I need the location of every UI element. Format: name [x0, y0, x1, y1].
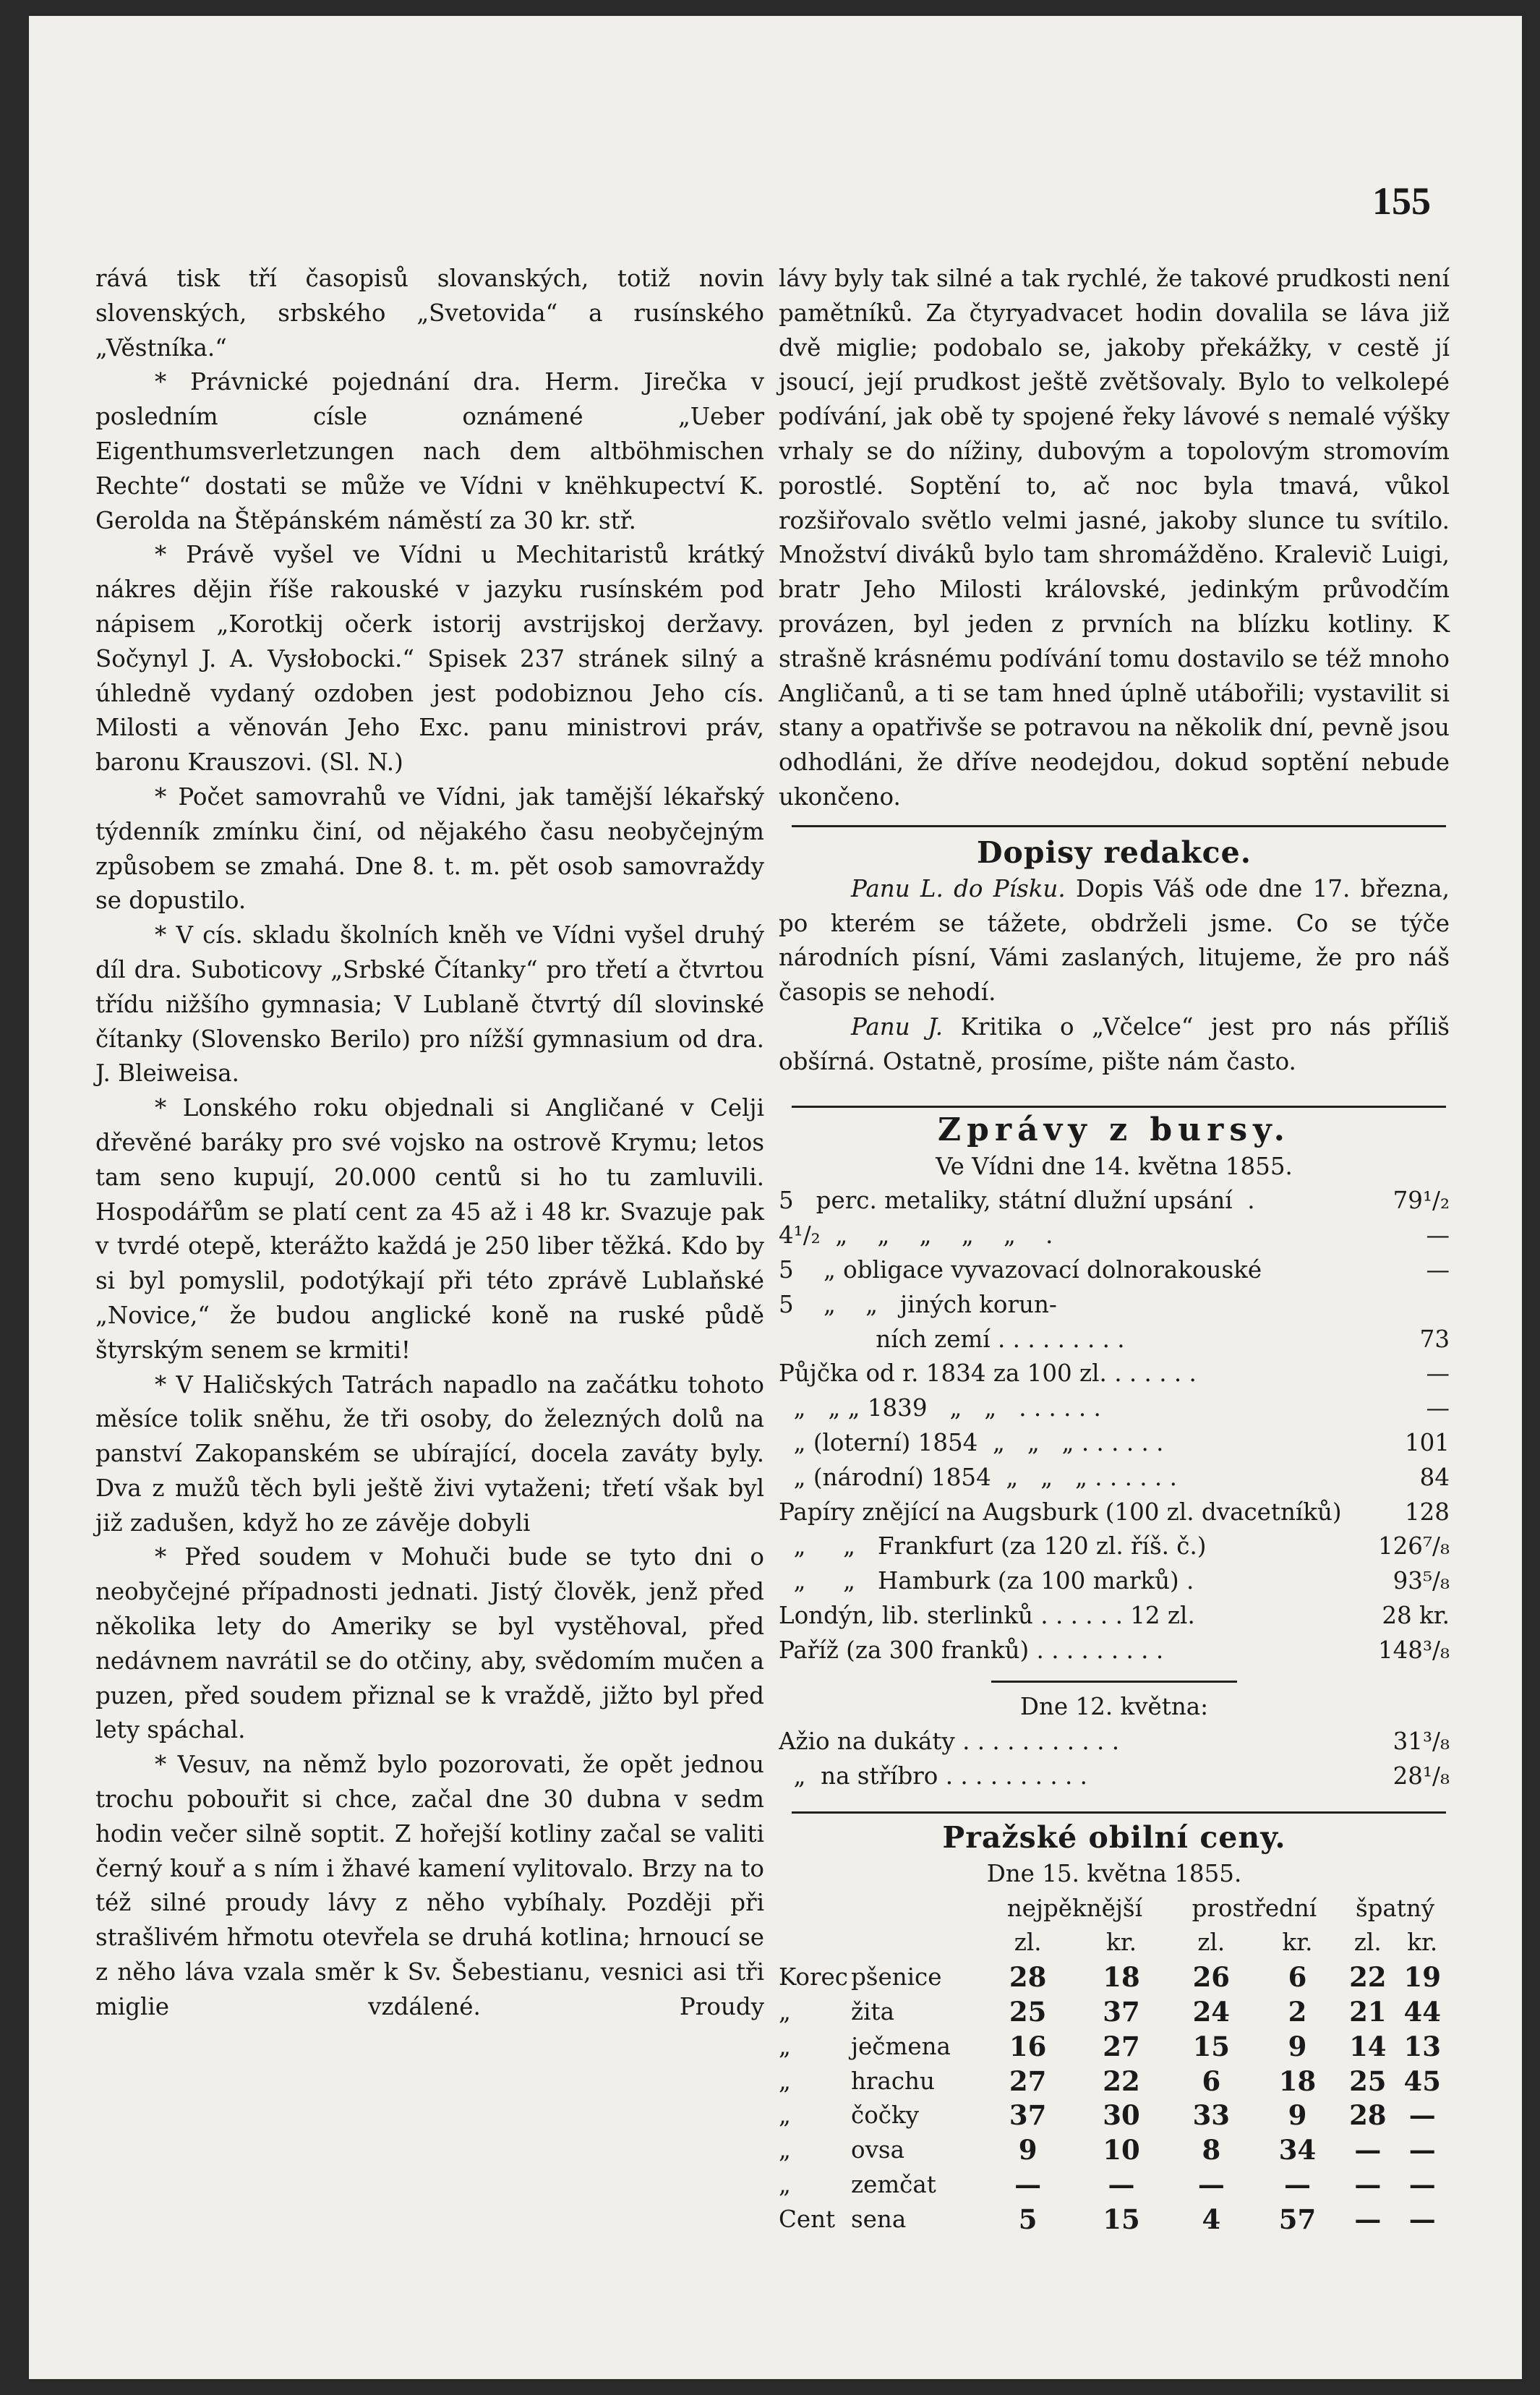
grain-price: 26	[1192, 1961, 1231, 1994]
bourse-value: 73	[1419, 1325, 1450, 1353]
bourse-label: Paříž (za 300 franků) . . . . . . . . .	[779, 1636, 1164, 1664]
grain-price: —	[1197, 2169, 1225, 2201]
grain-price: 8	[1202, 2134, 1221, 2166]
page-number: 155	[1372, 179, 1431, 223]
bourse-value: 28¹/₈	[1393, 1762, 1450, 1790]
grain-group-header: prostřední	[1192, 1894, 1317, 1922]
bourse-line	[779, 1391, 1450, 1426]
grain-price: —	[1354, 2169, 1382, 2201]
letter-addressee: Panu L. do Písku.	[851, 874, 1066, 902]
grain-price: 37	[1103, 1996, 1140, 2028]
grain-price: 22	[1103, 2065, 1140, 2097]
grain-section	[779, 1818, 1450, 2237]
grain-unit: kr.	[1106, 1929, 1137, 1957]
newspaper-page	[29, 16, 1522, 2379]
bourse-date2: Dne 12. května:	[1019, 1693, 1209, 1721]
bourse-line	[779, 1725, 1450, 1759]
grain-item: ovsa	[851, 2136, 904, 2164]
grain-unit: zl.	[1014, 1929, 1042, 1957]
grain-price: 57	[1278, 2203, 1317, 2235]
bourse-line	[779, 1357, 1450, 1391]
grain-price: 9	[1288, 2099, 1307, 2132]
bourse-line	[779, 1218, 1450, 1253]
grain-measure: „	[779, 2067, 791, 2095]
bourse-value	[1399, 1288, 1450, 1323]
grain-price: 9	[1288, 2030, 1307, 2062]
bourse-list	[779, 1184, 1450, 1668]
grain-measure: „	[779, 2032, 791, 2060]
grain-price: 16	[1009, 2030, 1047, 2062]
bourse-line	[779, 1184, 1450, 1218]
grain-header-units	[779, 1926, 1450, 1960]
grain-price: 25	[1009, 1996, 1047, 2028]
bourse-list-2	[779, 1725, 1450, 1794]
grain-price: 45	[1403, 2065, 1442, 2097]
grain-price: —	[1108, 2169, 1135, 2201]
news-item: rává tisk tří časopisů slovanských, totiž novin slovenských, srbského „Svetovida“ a rusínského „Věstníka.“	[95, 265, 764, 362]
grain-unit: zl.	[1353, 1929, 1382, 1957]
grain-measure: „	[779, 2101, 791, 2130]
bourse-value: 84	[1419, 1463, 1450, 1491]
bourse-line	[779, 1634, 1450, 1668]
grain-unit: kr.	[1407, 1929, 1438, 1957]
grain-header-groups	[779, 1892, 1450, 1926]
grain-price: —	[1408, 2169, 1436, 2201]
grain-price: —	[1284, 2169, 1311, 2201]
grain-price: 15	[1192, 2030, 1231, 2062]
bourse-section	[779, 1111, 1450, 1794]
grain-price: 22	[1349, 1961, 1387, 1994]
grain-row	[779, 2203, 1450, 2237]
bourse-value: —	[1426, 1394, 1450, 1422]
grain-row	[779, 1995, 1450, 2030]
grain-measure: „	[779, 1998, 791, 2026]
grain-date: Dne 15. května 1855.	[986, 1859, 1242, 1887]
bourse-label: „ (loterní) 1854 „ „ „ . . . . . .	[779, 1428, 1164, 1456]
grain-item: hrachu	[851, 2067, 935, 2095]
bourse-label: 5 perc. metaliky, státní dlužní upsání .	[779, 1187, 1255, 1215]
grain-price: 15	[1103, 2203, 1140, 2235]
grain-price: 27	[1103, 2030, 1140, 2062]
bourse-line	[779, 1461, 1450, 1495]
grain-group-header: špatný	[1355, 1894, 1435, 1922]
grain-row	[779, 2065, 1450, 2099]
section-divider	[792, 1106, 1446, 1108]
grain-item: pšenice	[851, 1963, 942, 1991]
bourse-label: Papíry znějící na Augsburk (100 zl. dvacetníků)	[779, 1498, 1342, 1526]
grain-item: zemčat	[851, 2171, 936, 2199]
grain-price: 33	[1192, 2099, 1231, 2132]
grain-price: 18	[1103, 1961, 1140, 1994]
bourse-value: —	[1426, 1221, 1450, 1250]
bourse-line	[779, 1759, 1450, 1794]
bourse-line	[779, 1564, 1450, 1599]
grain-price: —	[1354, 2203, 1382, 2235]
news-item: * Počet samovrahů ve Vídni, jak tamější lékařský týdenník zmínku činí, od nějakého času neobyčejným způsobem se zmahá. Dne 8. t. m. pět osob samovraždy se dopustilo.	[95, 782, 764, 915]
bourse-value: —	[1426, 1359, 1450, 1388]
grain-item: sena	[851, 2205, 907, 2233]
grain-price: 30	[1103, 2099, 1140, 2132]
grain-price: 9	[1018, 2134, 1038, 2166]
bourse-label: Londýn, lib. sterlinků . . . . . . 12 zl.	[779, 1601, 1195, 1629]
grain-price: 13	[1403, 2030, 1442, 2062]
grain-price: 5	[1018, 2203, 1038, 2235]
letters-section	[779, 833, 1450, 1080]
bourse-line	[779, 1599, 1450, 1634]
grain-unit: kr.	[1282, 1929, 1313, 1957]
bourse-line	[779, 1495, 1450, 1530]
bourse-line	[779, 1288, 1450, 1323]
bourse-value: —	[1426, 1255, 1450, 1284]
bourse-label: „ na stříbro . . . . . . . . . .	[779, 1762, 1087, 1790]
grain-price: 19	[1403, 1961, 1442, 1994]
bourse-label: 4¹/₂ „ „ „ „ „ .	[779, 1221, 1053, 1250]
news-item-continuation: lávy byly tak silné a tak rychlé, že takové prudkosti není pamětníků. Za čtyryadvacet hodin dovalila se láva již dvě miglie; podobalo se, jakoby překážky, v cestě jí jsoucí, její prudkost ještě zvětšovaly. Bylo to velkolepé podívání, jak obě ty spojené řeky lávové s nemalé výšky vrhaly se do nížiny, dubovým a topolovým stromovím porostlé. Soptění to, ač noc byla tmavá, vůkol rozšiřovalo světlo velmi jasné, jakoby slunce tu svítilo. Množství diváků bylo tam shromážděno. Kralevič Luigi, bratr Jeho Milosti královské, jedinkým průvodčím provázen, byl jeden z prvních na blízku kotliny. K strašně krásnému podívání tomu dostavilo se též mnoho Angličanů, a ti se tam hned úplně utábořili; vystavilit si stany a opatřivše se potravou na několik dní, pevně jsou odhodláni, že dříve neodejdou, dokud soptění nebude ukončeno.	[779, 265, 1450, 811]
news-item: * Právnické pojednání dra. Herm. Jirečka v posledním císle oznámené „Ueber Eigenthumsverletzungen nach dem altböhmischen Rechte“ dostati se může ve Vídni v knëhkupectví K. Gerolda na Štěpánském náměstí za 30 kr. stř.	[95, 368, 764, 534]
grain-row	[779, 2133, 1450, 2168]
bourse-value: 31³/₈	[1393, 1728, 1450, 1756]
news-item: * Právě vyšel ve Vídni u Mechitaristů krátký nákres dějin říše rakouské v jazyku rusínském pod nápisem „Korotkij očerk istorij avstrijskoj deržavy. Sočynyl J. A. Vysłobocki.“ Spisek 237 stránek silný a úhledně vydaný ozdoben jest podobiznou Jeho cís. Milosti a věnován Jeho Exc. panu ministrovi práv, baronu Krauszovi. (Sl. N.)	[95, 541, 764, 777]
letter-item	[779, 872, 1450, 1010]
grain-row	[779, 1960, 1450, 1995]
news-item: * Před soudem v Mohuči bude se tyto dni o neobyčejné případnosti jednati. Jistý člověk, jenž před několika lety do Ameriky se byl vystěhoval, před nedávnem navrátil se do otčiny, aby, svědomím mučen a puzen, před soudem přiznal se k vraždě, jižto byl před lety spáchal.	[95, 1543, 764, 1744]
grain-price: 34	[1278, 2134, 1317, 2166]
grain-price: 24	[1192, 1996, 1231, 2028]
grain-price: 21	[1349, 1996, 1387, 2028]
news-item: * V Haličských Tatrách napadlo na začátku tohoto měsíce tolik sněhu, že tři osoby, do železných dolů na panství Zakopanském se ubírající, docela zaváty byly. Dva z mužů těch byli ještě živi vytaženi; třetí však byl již zadušen, když ho ze závěje dobyli	[95, 1370, 764, 1537]
grain-heading: Pražské obilní ceny.	[942, 1819, 1286, 1855]
grain-price: 10	[1103, 2134, 1140, 2166]
grain-unit: zl.	[1197, 1929, 1225, 1957]
grain-price: —	[1014, 2169, 1042, 2201]
bourse-label: „ (národní) 1854 „ „ „ . . . . . .	[779, 1463, 1177, 1491]
grain-item: žita	[851, 1998, 894, 2026]
grain-price: 18	[1278, 2065, 1317, 2097]
bourse-label: ních zemí . . . . . . . . .	[779, 1325, 1125, 1353]
bourse-value: 128	[1404, 1498, 1450, 1526]
left-column	[95, 262, 764, 2025]
grain-price: 4	[1202, 2203, 1221, 2235]
bourse-label: 5 „ obligace vyvazovací dolnorakouské	[779, 1255, 1262, 1284]
grain-price: 25	[1349, 2065, 1387, 2097]
bourse-value: 79¹/₂	[1393, 1187, 1450, 1215]
grain-row	[779, 2030, 1450, 2065]
grain-price: 6	[1202, 2065, 1221, 2097]
short-divider	[991, 1681, 1237, 1683]
grain-price: 6	[1288, 1961, 1307, 1994]
bourse-label: „ „ Frankfurt (za 120 zl. říš. č.)	[779, 1532, 1207, 1561]
grain-item: ječmena	[851, 2032, 951, 2060]
right-column	[779, 262, 1450, 2237]
grain-price: 28	[1009, 1961, 1047, 1994]
grain-measure: Cent	[779, 2205, 836, 2233]
bourse-value: 126⁷/₈	[1377, 1532, 1450, 1561]
grain-measure: „	[779, 2171, 791, 2199]
bourse-line	[779, 1529, 1450, 1564]
grain-price: 37	[1009, 2099, 1047, 2132]
bourse-heading: Zprávy z bursy.	[938, 1111, 1291, 1148]
news-item: * Lonského roku objednali si Angličané v Celji dřevěné baráky pro své vojsko na ostrově Krymu; letos tam seno kupují, 20.000 centů si ho tu zamluvili. Hospodářům se platí cent za 45 až i 48 kr. Svazuje pak v tvrdé otepě, kterážto každá je 250 liber těžká. Kdo by si byl pomyslil, podotýkají při této zprávě Lublaňské „Novice,“ že budou anglické koně na ruské půdě štyrským senem se krmiti!	[95, 1094, 764, 1364]
letter-addressee: Panu J.	[851, 1012, 944, 1041]
grain-measure: Korec	[779, 1963, 848, 1991]
bourse-line	[779, 1323, 1450, 1357]
grain-price-table	[779, 1892, 1450, 2237]
grain-row	[779, 2168, 1450, 2203]
bourse-label: Půjčka od r. 1834 za 100 zl. . . . . . .	[779, 1359, 1197, 1388]
grain-price: 28	[1349, 2099, 1387, 2132]
bourse-line	[779, 1426, 1450, 1461]
grain-item: čočky	[851, 2101, 920, 2130]
grain-group-header: nejpěknější	[1006, 1894, 1143, 1922]
grain-row	[779, 2099, 1450, 2133]
letters-heading: Dopisy redakce.	[977, 834, 1252, 870]
grain-price: 27	[1009, 2065, 1047, 2097]
bourse-label: 5 „ „ jiných korun-	[779, 1290, 1057, 1318]
bourse-value: 28 kr.	[1382, 1601, 1450, 1629]
bourse-label: Ažio na dukáty . . . . . . . . . . .	[779, 1728, 1120, 1756]
bourse-date: Ve Vídni dne 14. května 1855.	[936, 1152, 1293, 1180]
bourse-value: 101	[1404, 1428, 1450, 1456]
news-item: * Vesuv, na němž bylo pozorovati, že opět jednou trochu pobouřit si chce, začal dne 30 dubna v sedm hodin večer silně soptit. Z hořejší kotliny začal se valiti černý kouř a s ním i žhavé kamení vylitovalo. Brzy na to též silné proudy lávy z něho vybíhaly. Později při strašlivém hřmotu otevřela se druhá kotlina; hrnoucí se z něho láva vzala směr k Sv. Šebestianu, vesnici asi tři miglie vzdálené. Proudy	[95, 1751, 764, 2020]
section-divider	[792, 1811, 1446, 1814]
grain-price: —	[1354, 2134, 1382, 2166]
grain-price: —	[1408, 2203, 1436, 2235]
news-item: * V cís. skladu školních kněh ve Vídni vyšel druhý díl dra. Suboticovy „Srbské Čítanky“ pro třetí a čtvrtou třídu nižšího gymnasia; V Lublaně čtvrtý díl slovinské čítanky (Slovensko Berilo) pro nížší gymnasium od dra. J. Bleiweisa.	[95, 921, 764, 1088]
bourse-label: „ „ Hamburk (za 100 marků) .	[779, 1567, 1194, 1595]
letter-text: Dopis Váš ode dne 17. března, po kterém se tážete, obdrželi jsme. Co se týče národních písní, Vámi zaslaných, litujeme, že pro náš časopis se nehodí.	[779, 874, 1450, 1007]
grain-price: 44	[1403, 1996, 1442, 2028]
bourse-value: 148³/₈	[1377, 1636, 1450, 1664]
letter-item	[779, 1010, 1450, 1080]
grain-price: —	[1408, 2134, 1436, 2166]
section-divider	[792, 825, 1446, 827]
grain-price: 14	[1349, 2030, 1387, 2062]
bourse-label: „ „ „ 1839 „ „ . . . . . .	[779, 1394, 1101, 1422]
grain-price: 2	[1288, 1996, 1307, 2028]
letter-text: Kritika o „Včelce“ jest pro nás příliš obšírná. Ostatně, prosíme, pište nám často.	[779, 1012, 1450, 1075]
grain-price: —	[1408, 2099, 1436, 2132]
grain-measure: „	[779, 2136, 791, 2164]
bourse-line	[779, 1253, 1450, 1288]
bourse-value: 93⁵/₈	[1393, 1567, 1450, 1595]
